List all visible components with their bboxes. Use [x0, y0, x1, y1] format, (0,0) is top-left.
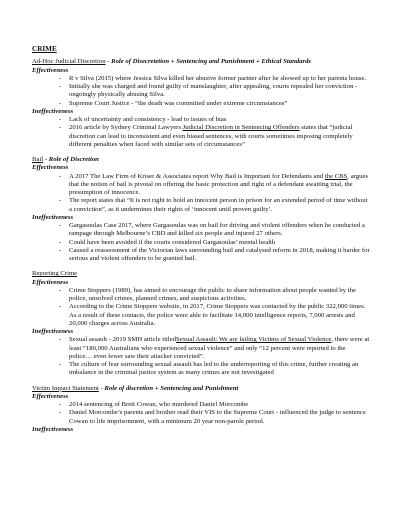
section-heading-victim-impact	[32, 385, 370, 393]
underlined-text: the CBS	[324, 172, 348, 180]
ineffectiveness-label: Ineffectiveness	[32, 213, 74, 221]
section-heading-judicial-discretion	[32, 58, 370, 66]
list-item: - The report states that “It is not right to hold an innocent person in prison for an extended period of time without a conviction”, as it undermines their rights of ‘innocent until proven guilty’.	[32, 197, 370, 214]
effectiveness-label: Effectiveness	[32, 278, 69, 286]
effectiveness-list	[32, 287, 370, 328]
list-item: - Gargasoulas Case 2017, where Gargasoulas was on bail for driving and violent offenders when he conducted a rampage through Melbourne’s CBD and killed six people and injured 27 others.	[32, 222, 370, 239]
effectiveness-label: Effectiveness	[32, 66, 69, 74]
effectiveness-label: Effectiveness	[32, 164, 69, 172]
ineffectiveness-list	[32, 222, 370, 263]
text-run: states that “judicial discretion can lead to inconsistent and even biased sentences, with courts sometimes imposing completely different penalties when faced with similar sets of circumstances”	[69, 124, 353, 148]
effectiveness-list	[32, 401, 370, 426]
section-heading-themes: Role of Discretion	[48, 156, 99, 163]
ineffectiveness-label: Ineffectiveness	[32, 328, 74, 335]
heading-separator: -	[98, 384, 105, 392]
text-run: Sexual assault - 2019 SMH article titled	[69, 336, 176, 344]
list-item: - Daniel Morcombe’s parents and brother read their VIS to the Supreme Court - influenced the judge to sentence Cowan to life imprisonment, with a minimum 20 year non-parole period.	[32, 409, 370, 426]
ineffectiveness-list	[32, 336, 370, 377]
effectiveness-list	[32, 75, 370, 108]
list-item: - Supreme Court Justice - “the death was committed under extreme circumstances”	[32, 100, 370, 108]
list-item: - Initially she was charged and found guilty of manslaughter, after appealing, courts repealed her conviction - ongoingly physically abusing Silva.	[32, 83, 370, 100]
section-heading-reporting-crime	[32, 270, 370, 278]
section-heading-themes: Role of Disecretetion + Sentencing and Punishment + Ethical Standards	[111, 58, 312, 66]
section-heading-link: Reporting Crime	[32, 270, 78, 278]
spacer	[32, 378, 370, 385]
section-heading-link: Ad-Hoc Judicial Discretion	[32, 58, 106, 66]
text-run: , there were at least “180,000 Australians who experienced sexual violence” and only “12 percent were reported to the police… even fewer saw their attacker convicted”.	[69, 336, 370, 360]
spacer	[32, 149, 370, 156]
heading-separator: -	[43, 156, 49, 163]
section-heading-bail	[32, 156, 370, 164]
list-item	[32, 173, 370, 198]
section-heading-link: Bail	[32, 156, 44, 163]
spacer	[32, 263, 370, 270]
ineffectiveness-list	[32, 116, 370, 149]
section-heading-link: Victim Impact Statement	[32, 384, 99, 392]
list-item: - According to the Crime Stoppers website, in 2017, Crime Stoppers was contacted by the public 322,000 times. As a result of these contacts, the police were able to facilitate 14,000 intelligence reports, 7,000 arrests and 20,000 charges across Australia.	[32, 303, 370, 328]
text-run: A 2017 The Law Firm of Kriser & Associates report Why Bail is Important for Defendants and	[69, 172, 325, 180]
list-item	[32, 336, 370, 361]
article-title: Judicial Discretion in Sentencing Offenders	[182, 124, 300, 132]
list-item: - Caused a reassessment of the Victorian laws surrounding bail and catalysed reform in 2018, making it harder for serious and violent offenders to be granted bail.	[32, 247, 370, 264]
article-title: Sexual Assault: We are failing Victims of Sexual Violence	[175, 336, 332, 344]
list-item: - Crime Stoppers (1989), has aimed to encourage the public to share information about people wanted by the police, unsolved crimes, planned crimes, and suspicious activities.	[32, 287, 370, 304]
ineffectiveness-label: Ineffectiveness	[32, 107, 74, 115]
ineffectiveness-label: Ineffectiveness	[32, 425, 74, 433]
list-item: - The culture of fear surrounding sexual assault has led to the underreporting of this crime, further creating an imbalance in the criminal justice system as many crimes are not investigated	[32, 361, 370, 378]
list-item: - 2014 sentencing of Brett Cowan, who murdered Daniel Morcombe	[32, 401, 370, 409]
effectiveness-list	[32, 173, 370, 214]
effectiveness-label: Effectiveness	[32, 392, 69, 400]
page-title: CRIME	[32, 45, 57, 53]
text-run: , argues that the notion of bail is pivotal on offering the basic protection and right of a defendant awaiting trial, the presumption of innocence.	[69, 172, 369, 196]
text-run: 2016 article by Sydney Criminal Lawyers	[69, 124, 183, 132]
list-item: - Lack of uncertainty and consistency - lead to issues of bias	[32, 116, 370, 124]
section-heading-themes: Role of discretion + Sentencing and Punishment	[104, 384, 239, 392]
list-item: - R v Silva (2015) where Jessica Silva killed her abusive former partner after he showed up to her parents house.	[32, 75, 370, 83]
list-item: - Could have been avoided if the courts considered Gargasoulas’ mental health	[32, 239, 370, 247]
list-item	[32, 124, 370, 149]
heading-separator: -	[105, 58, 112, 66]
